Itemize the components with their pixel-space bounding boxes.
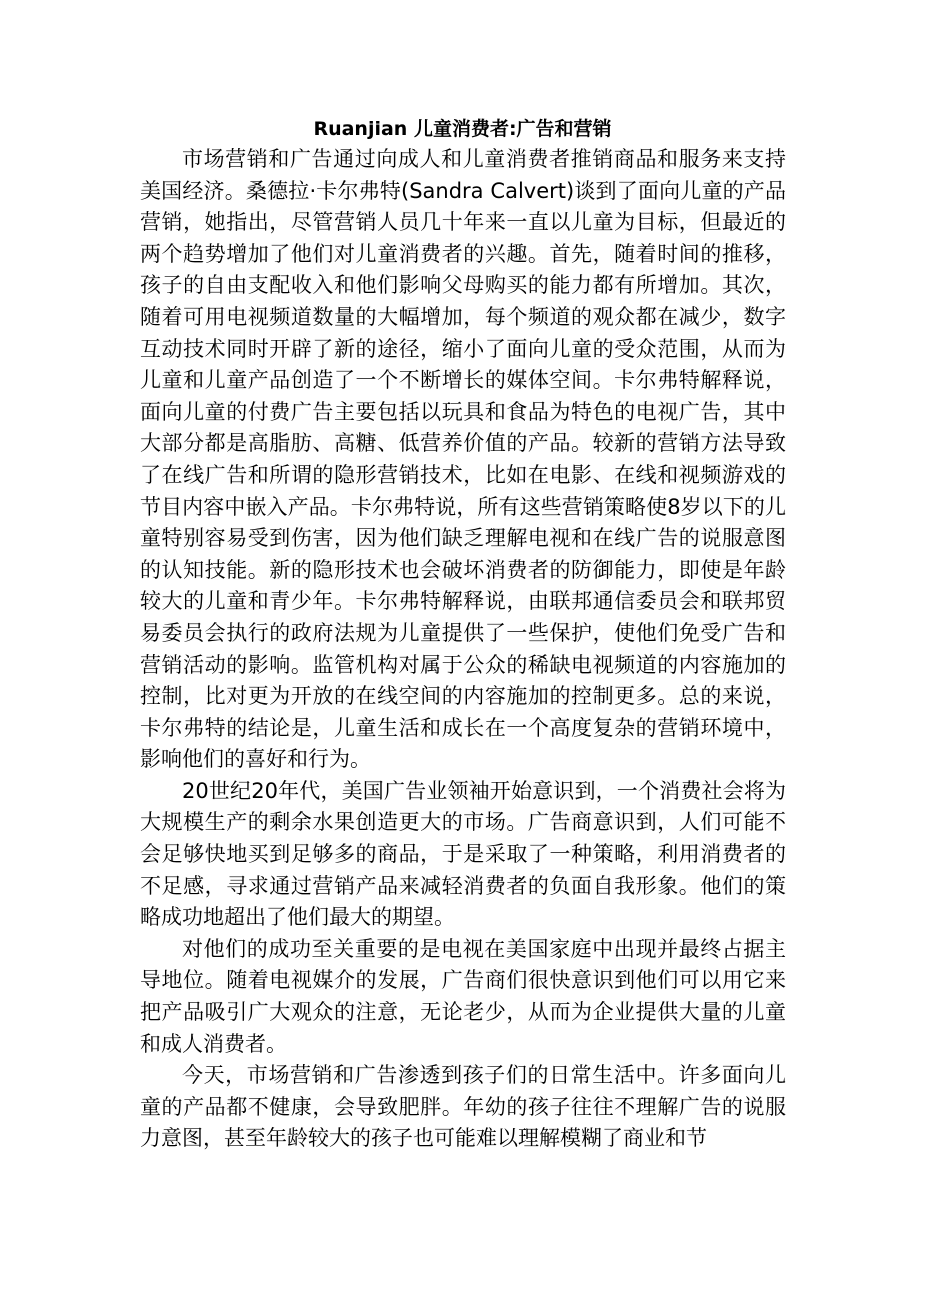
paragraph: 20世纪20年代，美国广告业领袖开始意识到，一个消费社会将为大规模生产的剩余水果创造更大的市场。广告商意识到，人们可能不会足够快地买到足够多的商品，于是采取了一种策略，利用消费者的不足感，寻求通过营销产品来减轻消费者的负面自我形象。他们的策略成功地超出了他们最大的期望。 <box>140 778 786 930</box>
paragraph: 市场营销和广告通过向成人和儿童消费者推销商品和服务来支持美国经济。桑德拉·卡尔弗特(Sandra Calvert)谈到了面向儿童的产品营销，她指出，尽管营销人员几十年来一直以儿童为目标，但最近的两个趋势增加了他们对儿童消费者的兴趣。首先，随着时间的推移，孩子的自由支配收入和他们影响父母购买的能力都有所增加。其次，随着可用电视频道数量的大幅增加，每个频道的观众都在减少，数字互动技术同时开辟了新的途径，缩小了面向儿童的受众范围，从而为儿童和儿童产品创造了一个不断增长的媒体空间。卡尔弗特解释说，面向儿童的付费广告主要包括以玩具和食品为特色的电视广告，其中大部分都是高脂肪、高糖、低营养价值的产品。较新的营销方法导致了在线广告和所谓的隐形营销技术，比如在电影、在线和视频游戏的节目内容中嵌入产品。卡尔弗特说，所有这些营销策略使8岁以下的儿童特别容易受到伤害，因为他们缺乏理解电视和在线广告的说服意图的认知技能。新的隐形技术也会破坏消费者的防御能力，即使是年龄较大的儿童和青少年。卡尔弗特解释说，由联邦通信委员会和联邦贸易委员会执行的政府法规为儿童提供了一些保护，使他们免受广告和营销活动的影响。监管机构对属于公众的稀缺电视频道的内容施加的控制，比对更为开放的在线空间的内容施加的控制更多。总的来说，卡尔弗特的结论是，儿童生活和成长在一个高度复杂的营销环境中，影响他们的喜好和行为。 <box>140 147 786 772</box>
document-title: Ruanjian 儿童消费者:广告和营销 <box>313 118 612 140</box>
paragraph: 对他们的成功至关重要的是电视在美国家庭中出现并最终占据主导地位。随着电视媒介的发展，广告商们很快意识到他们可以用它来把产品吸引广大观众的注意，无论老少，从而为企业提供大量的儿童和成人消费者。 <box>140 936 786 1056</box>
document-body <box>140 144 786 1155</box>
paragraph: 今天，市场营销和广告渗透到孩子们的日常生活中。许多面向儿童的产品都不健康，会导致肥胖。年幼的孩子往往不理解广告的说服力意图，甚至年龄较大的孩子也可能难以理解模糊了商业和节 <box>140 1063 786 1151</box>
